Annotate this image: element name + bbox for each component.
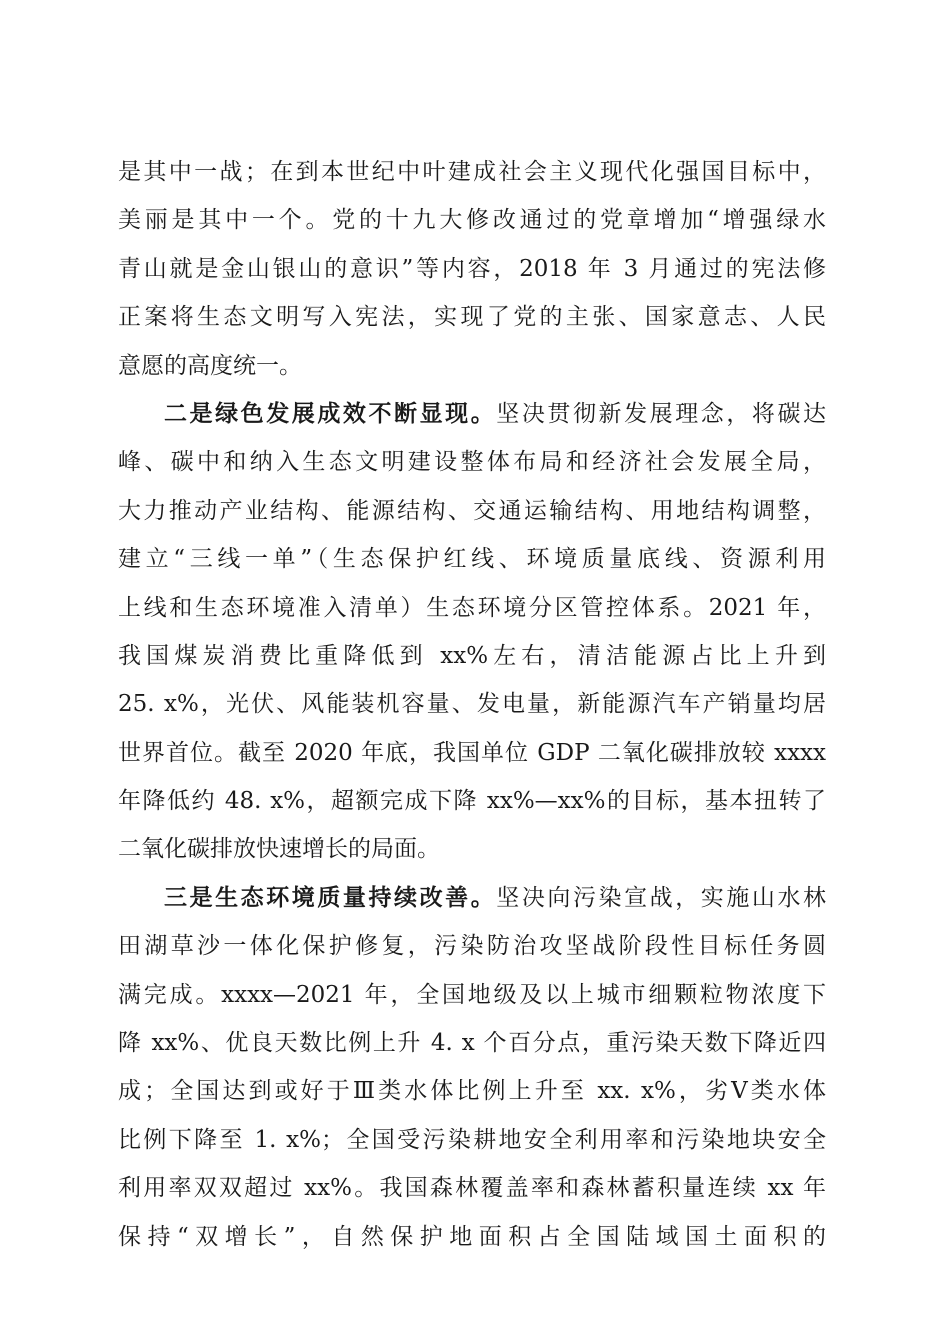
paragraph-line-text: 坚决贯彻新发展理念，将碳达 [496,400,827,427]
paragraph-line: 峰、碳中和纳入生态文明建设整体布局和经济社会发展全局， [118,449,826,476]
paragraph-2 [118,390,826,874]
paragraph-line: 保持“双增长”，自然保护地面积占全国陆域国土面积的 [118,1223,826,1250]
paragraph-line: 意愿的高度统一。 [118,352,302,379]
paragraph-line: 降 xx%、优良天数比例上升 4. x 个百分点，重污染天数下降近四 [118,1030,826,1057]
paragraph-line: 二氧化碳排放快速增长的局面。 [118,836,440,863]
paragraph-line: 大力推动产业结构、能源结构、交通运输结构、用地结构调整， [118,497,826,524]
paragraph-line: 年降低约 48. x%，超额完成下降 xx%—xx%的目标，基本扭转了 [118,788,826,815]
paragraph-line: 成；全国达到或好于Ⅲ类水体比例上升至 xx. x%，劣Ⅴ类水体 [118,1078,826,1105]
paragraph-line: 是其中一战；在到本世纪中叶建成社会主义现代化强国目标中， [118,159,826,185]
paragraph-line: 美丽是其中一个。党的十九大修改通过的党章增加“增强绿水 [118,207,826,234]
paragraph-line: 上线和生态环境准入清单）生态环境分区管控体系。2021 年， [118,594,826,621]
paragraph-first-line [118,390,826,438]
paragraph-lead: 三是生态环境质量持续改善。 [164,883,497,911]
paragraph-1 [118,148,826,390]
paragraph-first-line [118,874,826,922]
paragraph-lead: 二是绿色发展成效不断显现。 [164,399,497,427]
paragraph-line: 利用率双双超过 xx%。我国森林覆盖率和森林蓄积量连续 xx 年 [118,1175,826,1202]
paragraph-line: 青山就是金山银山的意识”等内容，2018 年 3 月通过的宪法修 [118,255,826,282]
paragraph-line: 田湖草沙一体化保护修复，污染防治攻坚战阶段性目标任务圆 [118,933,826,960]
paragraph-3 [118,874,826,1261]
paragraph-line: 满完成。xxxx—2021 年，全国地级及以上城市细颗粒物浓度下 [118,981,826,1008]
paragraph-line: 我国煤炭消费比重降低到 xx%左右，清洁能源占比上升到 [118,642,826,669]
document-body [118,148,826,1261]
paragraph-line: 建立“三线一单”（生态保护红线、环境质量底线、资源利用 [118,546,826,573]
paragraph-line: 正案将生态文明写入宪法，实现了党的主张、国家意志、人民 [118,304,826,331]
paragraph-line: 世界首位。截至 2020 年底，我国单位 GDP 二氧化碳排放较 xxxx [118,739,826,766]
paragraph-line: 比例下降至 1. x%；全国受污染耕地安全利用率和污染地块安全 [118,1126,826,1153]
paragraph-line-text: 坚决向污染宣战，实施山水林 [496,884,827,911]
paragraph-line: 25. x%，光伏、风能装机容量、发电量，新能源汽车产销量均居 [118,691,826,718]
